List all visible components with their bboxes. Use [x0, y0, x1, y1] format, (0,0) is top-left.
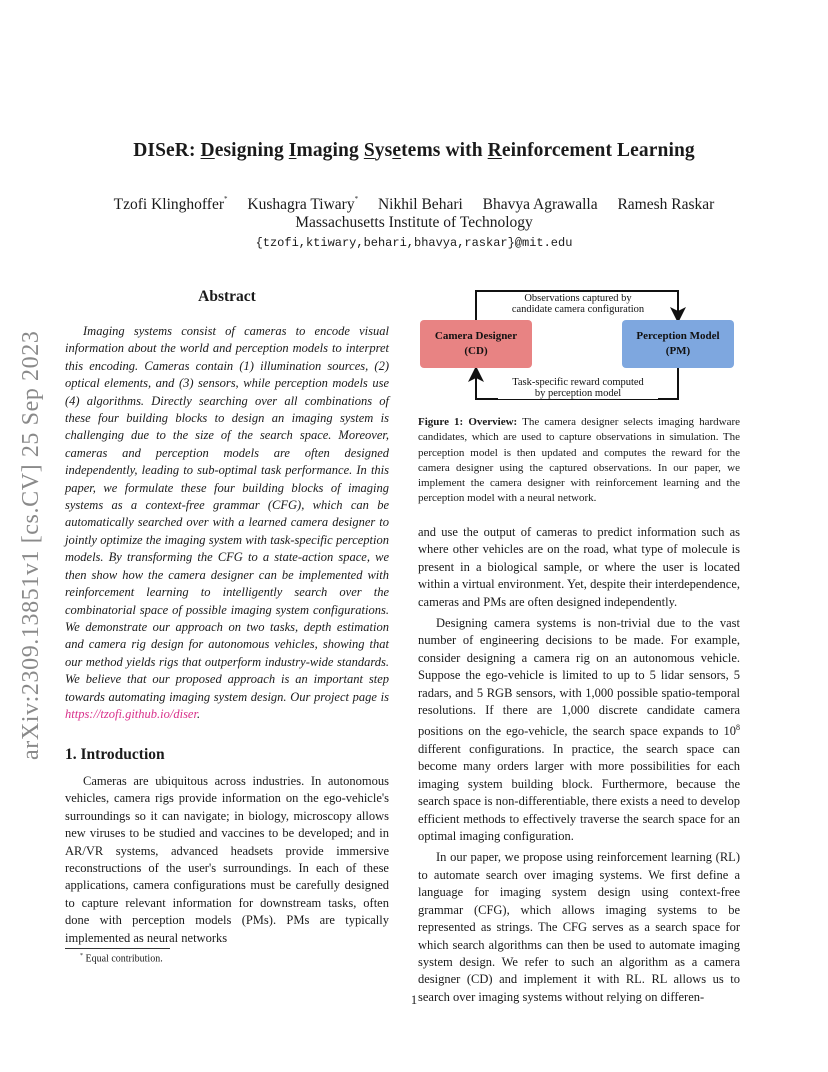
author-list	[0, 195, 828, 214]
bottom-arrow-label: Task-specific reward computed by perception model	[498, 377, 658, 399]
figure-caption: Figure 1: Overview: The camera designer selects imaging hardware candidates, which are used to capture observations in simulation. The perception model is then updated and computes the reward for the camera designer using the captured observations. In our paper, we implement the camera designer with reinforcement learning and the perception model with a neural network.	[418, 416, 741, 505]
affiliation: Massachusetts Institute of Technology	[295, 214, 533, 231]
intro-heading: 1. Introduction	[65, 746, 165, 763]
arxiv-stamp: arXiv:2309.13851v1 [cs.CV] 25 Sep 2023	[18, 330, 44, 760]
footnote: * Equal contribution.	[80, 953, 163, 965]
paragraph: In our paper, we propose using reinforcement learning (RL) to automate search over imaging systems. We first define a language for imaging system design using context-free grammar (CFG), which allows imaging systems to be represented as strings. The CFG serves as a search space for which search algorithms can then be used to automate imaging system design. We refer to such an algorithm as a camera designer (CD) and implement it with RL. RL allows us to search over imaging systems without relying on differen-	[418, 850, 740, 1004]
figure-overview	[418, 288, 738, 403]
perception-model-box: Perception Model (PM)	[622, 320, 734, 368]
author-name: Nikhil Behari	[377, 196, 463, 213]
right-column-body	[418, 524, 740, 1006]
intro-body: Cameras are ubiquitous across industries. In autonomous vehicles, camera rigs provide information on the ego-vehicle's surroundings so it can navigate; in biology, microscopy allows new viruses to be studied and vaccines to be developed; and in AR/VR systems, advanced headsets provide immersive reconstructions of the user's surroundings. In each of these applications, camera configurations must be carefully designed to capture relevant information for downstream tasks, often done with perception models (PMs). PMs are typically implemented as neural networks	[65, 774, 389, 945]
author-name: Ramesh Raskar	[617, 196, 715, 213]
author-emails: {tzofi,ktiwary,behari,bhavya,raskar}@mit.edu	[255, 236, 573, 250]
footnote-rule	[65, 948, 170, 949]
paragraph: and use the output of cameras to predict information such as where other vehicles are on the road, what type of molecule is present in a biological sample, or where the user is located within a virtual environment. Yet, despite their interdependence, cameras and PMs are often designed independently.	[418, 525, 740, 609]
page-number: 1	[410, 993, 418, 1007]
author-name: Tzofi Klinghoffer*	[113, 195, 228, 213]
abstract-body: Imaging systems consist of cameras to encode visual information about the world and perception models to interpret this encoding. Cameras contain (1) illumination sources, (2) optical elements, and (3) sensors, while perception models use (4) algorithms. Directly searching over all combinations of these four building blocks to design an imaging system is challenging due to the size of the search space. Moreover, cameras and perception models are often designed independently, leading to sub-optimal task performance. In this paper, we formulate these four building blocks of imaging systems as a context-free grammar (CFG), which can be automatically searched over with a learned camera designer to jointly optimize the imaging system with task-specific perception models. By transforming the CFG to a state-action space, we then show how the camera designer can be implemented with reinforcement learning to intelligently search over the combinatorial space of possible imaging system configurations. We demonstrate our approach on two tasks, depth estimation and camera rig design for autonomous vehicles, showing that our method yields rigs that outperform industry-wide standards. We believe that our proposed approach is an important step towards automating imaging system design. Our project page is https://tzofi.github.io/diser.	[65, 324, 389, 721]
camera-designer-box: Camera Designer (CD)	[420, 320, 532, 368]
paper-title: DISeR: Designing Imaging Sysetems with Reinforcement Learning	[133, 140, 695, 161]
author-name: Bhavya Agrawalla	[482, 196, 598, 213]
abstract-heading: Abstract	[198, 288, 256, 305]
top-arrow-label: Observations captured by candidate camera configuration	[498, 293, 658, 315]
author-name: Kushagra Tiwary*	[247, 195, 359, 213]
paragraph: Designing camera systems is non-trivial due to the vast number of engineering decisions to be made. For example, consider designing a camera rig on an autonomous vehicle. Suppose the ego-vehicle is limited to up to 5 lidar sensors, 5 radars, and 5 RGB sensors, with 1,000 possible spatio-temporal resolutions. If there are 1,000 discrete candidate camera positions on the ego-vehicle, the search space expands to $10^8$ different configurations. In practice, the search space can become many orders larger with more possibilities for each imaging system building block. Furthermore, because the search space is non-differentiable, there exists a need to develop efficient methods to effectively traverse the search space for an optimal imaging configuration.	[418, 616, 740, 844]
project-page-link[interactable]: https://tzofi.github.io/diser	[65, 706, 197, 721]
